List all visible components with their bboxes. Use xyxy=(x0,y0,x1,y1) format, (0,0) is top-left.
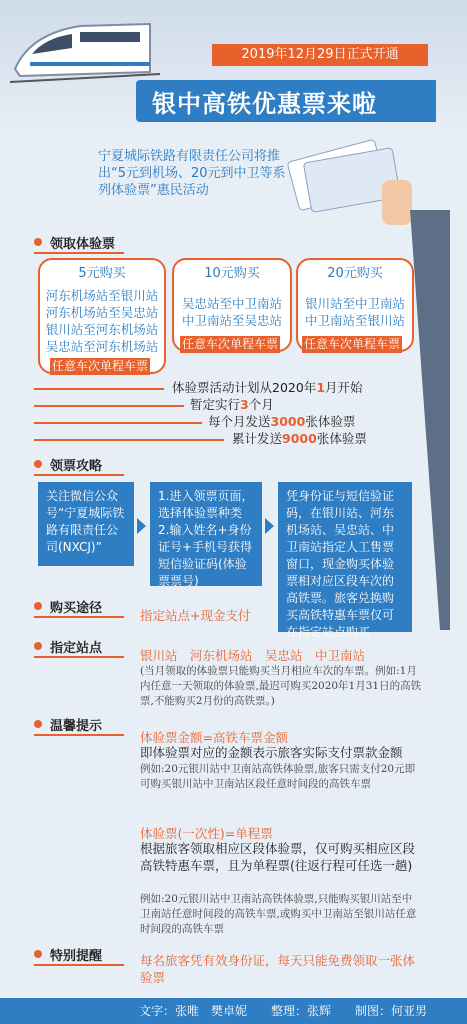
tip2-title: 体验票(一次性)=单程票 xyxy=(140,826,273,841)
route-line: 吴忠站至河东机场站 xyxy=(45,339,159,354)
date-banner: 2019年12月29日正式开通 xyxy=(212,44,428,66)
bullet-icon xyxy=(34,602,42,610)
schedule-bar xyxy=(34,439,224,441)
section-stations-header xyxy=(34,636,102,656)
section-label: 购买途径 xyxy=(50,600,103,616)
section-label: 特别提醒 xyxy=(50,948,103,964)
bullet-icon xyxy=(34,238,42,246)
schedule-line: 每个月发送3000张体验票 xyxy=(208,414,356,429)
schedule-bar xyxy=(34,388,164,390)
step-1: 关注微信公众号“宁夏城际铁路有限责任公司(NXCJ)” xyxy=(38,482,134,566)
buy-way-text: 指定站点+现金支付 xyxy=(140,608,251,623)
bullet-icon xyxy=(34,642,42,650)
bullet-icon xyxy=(34,460,42,468)
ticket-title: 20元购买 xyxy=(327,266,383,281)
tip1-title: 体验票金额=高铁车票金额 xyxy=(140,730,288,745)
ticket-routes xyxy=(40,287,164,355)
ticket-card-5 xyxy=(38,258,166,374)
ticket-routes xyxy=(174,295,290,329)
schedule-bar xyxy=(34,405,184,407)
route-line: 银川站至中卫南站 xyxy=(304,296,405,311)
section-label: 领取体验票 xyxy=(50,236,116,252)
special-text: 每名旅客凭有效身份证，每天只能免费领取一张体验票 xyxy=(140,953,416,985)
credits-bar xyxy=(0,998,467,1024)
tip2-body: 根据旅客领取相应区段体验票，仅可购买相应区段高铁特惠车票，且为单程票(往返行程可任选一趟) xyxy=(140,841,416,873)
route-line: 河东机场站至银川站 xyxy=(45,288,159,303)
stations-note: (当月领取的体验票只能购买当月相应车次的车票。例如:1月内任意一天领取的体验票,最迟可购买2020年1月31日的高铁票,不能购买2月份的高铁票。) xyxy=(140,665,422,707)
section-label: 领票攻略 xyxy=(50,458,103,474)
stations-list: 银川站 河东机场站 吴忠站 中卫南站 xyxy=(140,648,366,663)
credits-text: 文字：张唯 樊卓妮 整理：张辉 制图：何亚男 xyxy=(138,1004,427,1018)
ticket-tag: 任意车次单程车票 xyxy=(181,337,278,351)
route-line: 河东机场站至吴忠站 xyxy=(45,305,159,320)
section-underline xyxy=(34,616,124,618)
section-underline xyxy=(34,656,124,658)
section-buyway-header xyxy=(34,596,102,616)
tip1-body: 即体验票对应的金额表示旅客实际支付票款金额 xyxy=(140,745,403,760)
arrow-right-icon xyxy=(137,518,146,534)
schedule-line: 暂定实行3个月 xyxy=(190,397,274,412)
tip1-example: 例如:20元银川站中卫南站高铁体验票,旅客只需支付20元即可购买银川站中卫南站区段任意时间段的高铁车票 xyxy=(140,763,416,790)
section-underline xyxy=(34,734,124,736)
section-underline xyxy=(34,252,124,254)
section-collect-header xyxy=(34,232,115,252)
section-special-header xyxy=(34,944,102,964)
ticket-routes xyxy=(298,295,412,329)
schedule-bar xyxy=(34,422,202,424)
ticket-title: 5元购买 xyxy=(78,266,126,281)
route-line: 中卫南站至吴忠站 xyxy=(181,313,282,328)
section-label: 温馨提示 xyxy=(50,718,103,734)
section-label: 指定站点 xyxy=(50,640,103,656)
bullet-icon xyxy=(34,950,42,958)
route-line: 吴忠站至中卫南站 xyxy=(181,296,282,311)
step-3: 凭身份证与短信验证码，在银川站、河东机场站、吴忠站、中卫南站指定人工售票窗口，现金购买体验票相对应区段车次的高铁票。旅客兑换购买高铁特惠车票仅可在指定站点购买 xyxy=(278,482,412,632)
page-title: 银中高铁优惠票来啦 xyxy=(152,90,377,118)
ticket-tag: 任意车次单程车票 xyxy=(51,359,148,373)
step-2: 1.进入领票页面，选择体验票种类 2.输入姓名+身份证号+手机号获得短信验证码(体验票票号) xyxy=(150,482,262,586)
intro-text: 宁夏城际铁路有限责任公司将推出“5元到机场、20元到中卫等系列体验票”惠民活动 xyxy=(98,149,286,198)
bullet-icon xyxy=(34,720,42,728)
arrow-right-icon xyxy=(265,518,274,534)
schedule-line: 累计发送9000张体验票 xyxy=(232,431,367,446)
section-underline xyxy=(34,964,124,966)
ticket-tag: 任意车次单程车票 xyxy=(303,337,400,351)
section-strategy-header xyxy=(34,454,102,474)
tip2-example: 例如:20元银川站中卫南站高铁体验票,只能购买银川站至中卫南站任意时间段的高铁车票,或购买中卫南站至银川站任意时间段的高铁车票 xyxy=(140,893,417,935)
section-underline xyxy=(34,474,124,476)
route-line: 中卫南站至银川站 xyxy=(304,313,405,328)
ticket-title: 10元购买 xyxy=(204,266,260,281)
schedule-line: 体验票活动计划从2020年1月开始 xyxy=(172,380,363,395)
train-icon xyxy=(10,14,160,84)
route-line: 银川站至河东机场站 xyxy=(45,322,159,337)
section-tips-header xyxy=(34,714,102,734)
